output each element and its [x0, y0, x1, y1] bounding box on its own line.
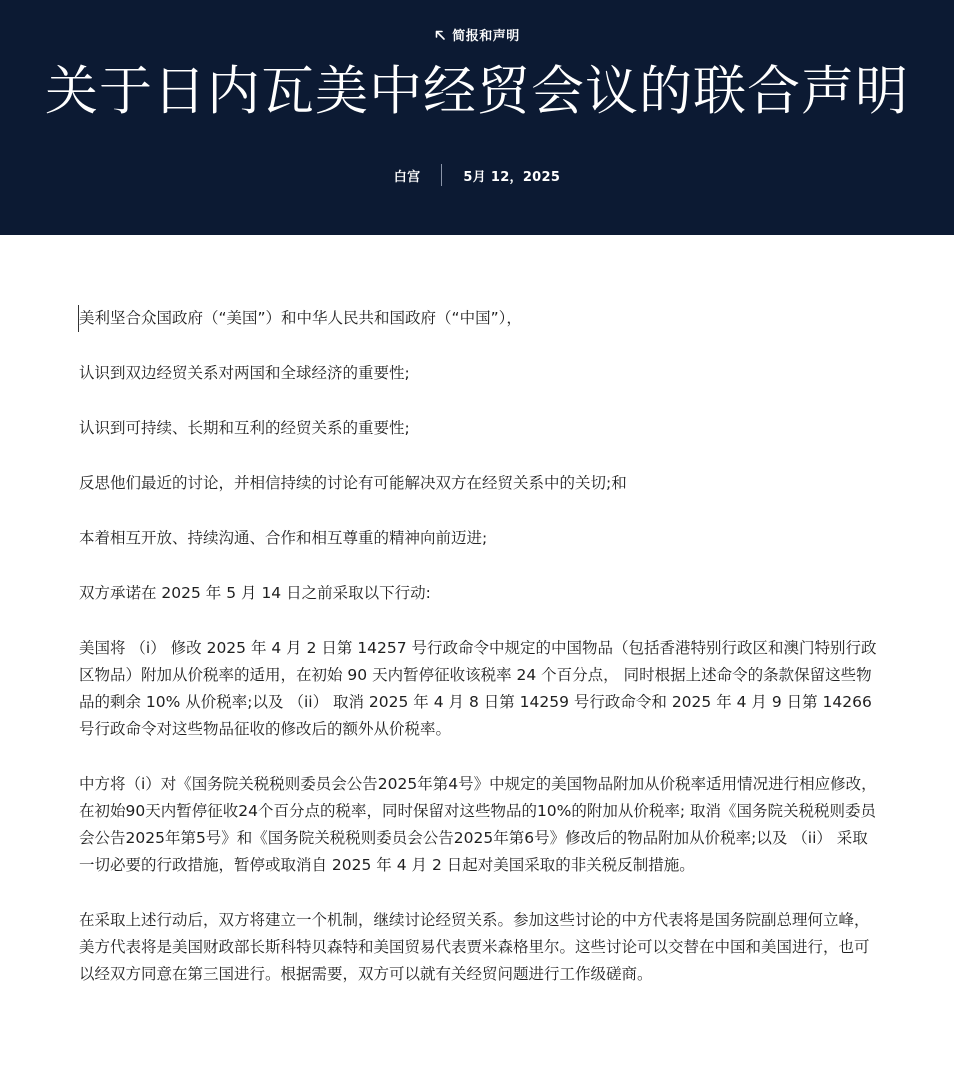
meta-divider [441, 164, 442, 186]
paragraph: 在采取上述行动后，双方将建立一个机制，继续讨论经贸关系。参加这些讨论的中方代表将是国务院副总理何立峰，美方代表将是美国财政部长斯科特贝森特和美国贸易代表贾米森格里尔。这些讨论可以交替在中国和美国进行，也可以经双方同意在第三国进行。根据需要，双方可以就有关经贸问题进行工作级磋商。 [79, 911, 870, 983]
breadcrumb[interactable] [0, 25, 954, 44]
paragraph: 认识到可持续、长期和互利的经贸关系的重要性; [79, 419, 410, 437]
article-body [79, 305, 879, 1016]
paragraph: 认识到双边经贸关系对两国和全球经济的重要性; [79, 364, 410, 382]
source-label: 白宫 [393, 169, 421, 185]
article-meta [0, 164, 954, 186]
paragraph: 本着相互开放、持续沟通、合作和相互尊重的精神向前迈进; [79, 529, 488, 547]
paragraph: 中方将（i）对《国务院关税税则委员会公告2025年第4号》中规定的美国物品附加从价税率适用情况进行相应修改，在初始90天内暂停征收24个百分点的税率，同时保留对这些物品的10%的附加从价税率; 取消《国务院关税税则委员会公告2025年第5号》和《国务院关税税则委员会公告2025年第6号》修改后的物品附加从价税率;以及 （ii） 采取一切必要的行政措施，暂停或取消自 2025 年 4 月 2 日起对美国采取的非关税反制措施。 [79, 775, 877, 874]
paragraph: 美利坚合众国政府（“美国”）和中华人民共和国政府（“中国”）， [78, 305, 879, 332]
arrow-up-left-icon [434, 29, 446, 41]
paragraph: 双方承诺在 2025 年 5 月 14 日之前采取以下行动: [79, 584, 431, 602]
breadcrumb-label[interactable]: 简报和声明 [452, 29, 520, 44]
page-title: 关于日内瓦美中经贸会议的联合声明 [45, 61, 909, 122]
publish-date: 5月 12，2025 [463, 169, 561, 185]
paragraph: 反思他们最近的讨论，并相信持续的讨论有可能解决双方在经贸关系中的关切;和 [79, 474, 627, 492]
paragraph: 美国将 （i） 修改 2025 年 4 月 2 日第 14257 号行政命令中规定的中国物品（包括香港特别行政区和澳门特别行政区物品）附加从价税率的适用，在初始 90 天内暂停征收该税率 24 个百分点， 同时根据上述命令的条款保留这些物品的剩余 10% 从价税率;以及 （ii） 取消 2025 年 4 月 8 日第 14259 号行政命令和 2025 年 4 月 9 日第 14266 号行政命令对这些物品征收的修改后的额外从价税率。 [79, 639, 877, 738]
page-header [0, 0, 954, 235]
